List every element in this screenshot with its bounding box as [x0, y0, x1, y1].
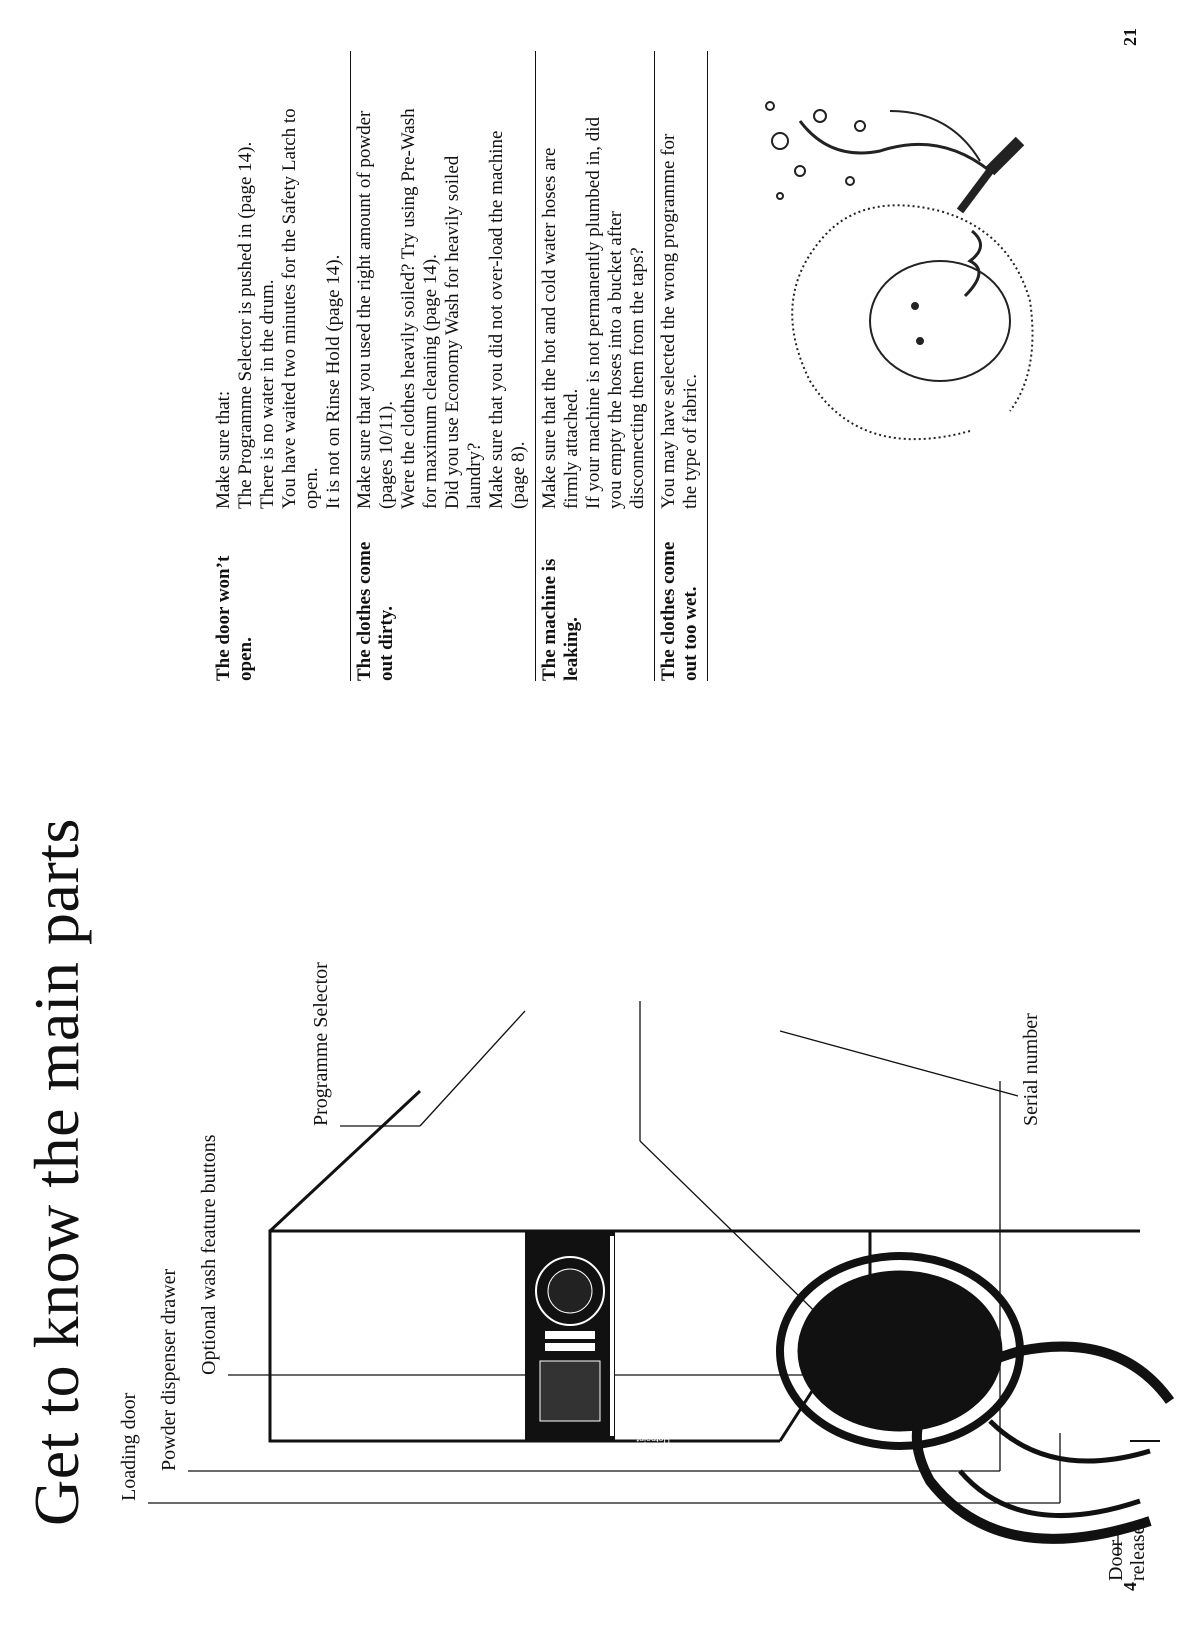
panel-brand: Hotpoint [636, 1434, 670, 1444]
table-row [655, 51, 708, 681]
label-programme-selector: Programme Selector [310, 962, 332, 1126]
answer-line: (pages 10/11). [376, 401, 397, 509]
answer-line: There is no water in the drum. [257, 279, 278, 509]
label-powder-dispenser: Powder dispenser drawer [158, 1268, 180, 1471]
answer-line: If your machine is not permanently plumbed in, did [583, 116, 604, 509]
loading-door [780, 1256, 1170, 1539]
row-answer [539, 51, 649, 509]
washing-machine-diagram [0, 831, 1188, 1651]
answer-line: the type of fabric. [680, 373, 701, 509]
page-number-left: 4 [1120, 1582, 1140, 1591]
water-drops [766, 102, 865, 199]
answer-line: for maximum cleaning (page 14). [420, 254, 441, 509]
answer-line: Make sure that the hot and cold water hoses are [539, 147, 560, 509]
answer-line: You have waited two minutes for the Safety Latch to [279, 108, 300, 509]
answer-line: Make sure that you did not over-load the machine [486, 130, 507, 509]
label-serial-number: Serial number [1020, 1013, 1042, 1126]
answer-line: Were the clothes heavily soiled? Try using Pre-Wash [398, 108, 419, 509]
page-number-right: 21 [1120, 28, 1140, 46]
answer-line: Make sure that you used the right amount of powder [354, 110, 375, 509]
row-answer [354, 51, 530, 509]
row-answer [213, 51, 345, 509]
answer-line: firmly attached. [561, 388, 582, 509]
answer-line: Make sure that: [213, 390, 234, 509]
table-row [536, 51, 655, 681]
row-answer [658, 51, 702, 509]
label-door-release-line2: release [1127, 1525, 1149, 1581]
table-row [351, 51, 536, 681]
answer-line: It is not on Rinse Hold (page 14). [323, 254, 344, 509]
page-title: Get to know the main parts [21, 818, 92, 1526]
row-question: The clothes come out dirty. [354, 541, 397, 681]
answer-line: The Programme Selector is pushed in (page 14). [235, 141, 256, 509]
answer-line: You may have selected the wrong programme for [658, 133, 679, 509]
label-door-release-line1: Door [1105, 1539, 1127, 1581]
row-question: The door won’t open. [213, 555, 256, 681]
label-loading-door: Loading door [118, 1392, 140, 1501]
answer-line: disconnecting them from the taps? [627, 247, 648, 509]
answer-line: you empty the hoses into a bucket after [605, 210, 626, 509]
answer-line: laundry? [464, 442, 485, 509]
table-row [210, 51, 351, 681]
control-panel [525, 1231, 615, 1441]
answer-line: Did you use Economy Wash for heavily soiled [442, 155, 463, 509]
child-washing-illustration [740, 91, 1120, 471]
label-optional-buttons: Optional wash feature buttons [198, 1134, 220, 1375]
row-question: The clothes come out too wet. [658, 541, 701, 681]
row-question: The machine is leaking. [539, 558, 582, 681]
answer-line: open. [301, 467, 322, 509]
machine-body [270, 1091, 1160, 1441]
answer-line: (page 8). [508, 441, 529, 509]
troubleshooting-table [210, 51, 708, 681]
